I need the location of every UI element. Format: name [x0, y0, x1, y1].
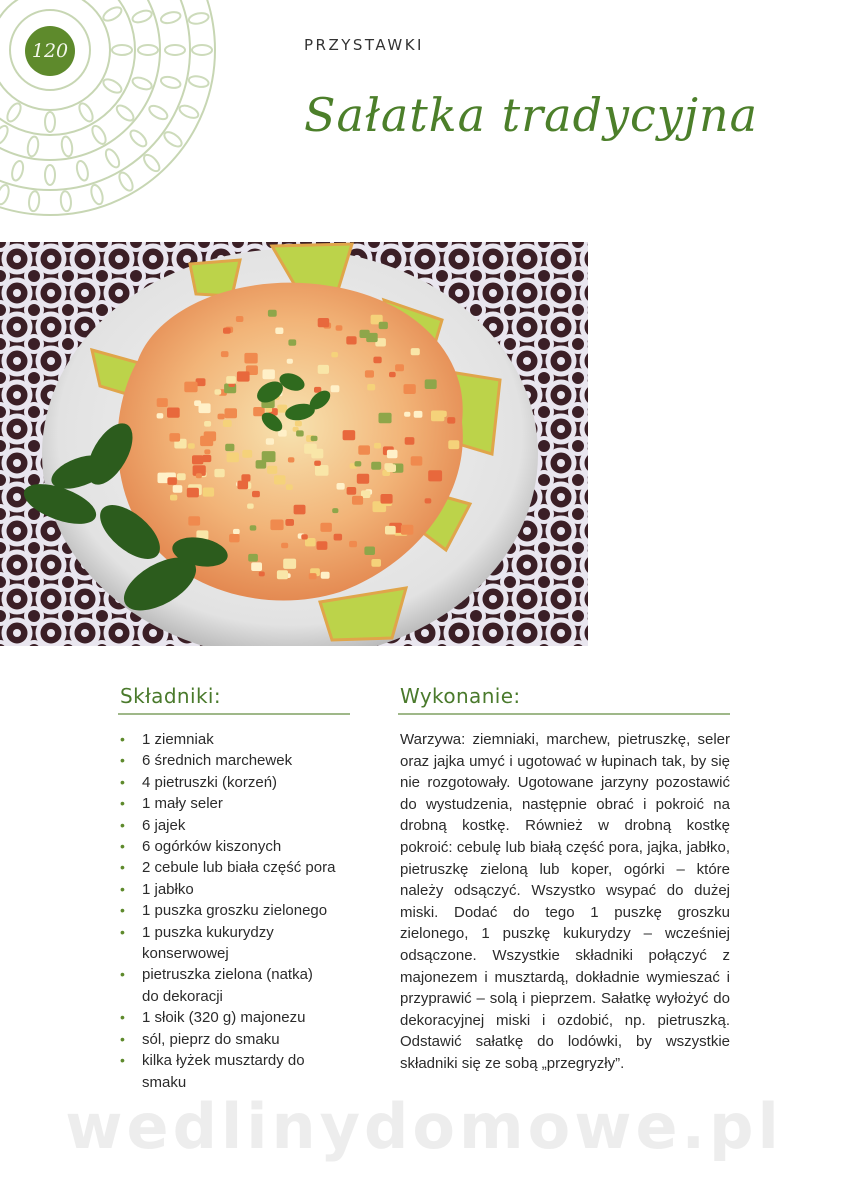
ingredient-item: • 6 ogórków kiszonych — [120, 836, 360, 857]
method-divider — [398, 713, 730, 715]
ingredient-item: • sól, pieprz do smaku — [120, 1029, 360, 1050]
ingredient-item: • 1 jabłko — [120, 879, 360, 900]
ingredient-item: • 6 średnich marchewek — [120, 750, 360, 771]
ingredient-item: • 2 cebule lub biała część pora — [120, 857, 360, 878]
section-label: PRZYSTAWKI — [304, 36, 424, 54]
ingredients-heading: Składniki: — [120, 684, 222, 708]
ingredient-item: • kilka łyżek musztardy do smaku — [120, 1050, 322, 1093]
ingredient-item: • 4 pietruszki (korzeń) — [120, 772, 360, 793]
ingredient-item: • 6 jajek — [120, 815, 360, 836]
method-text: Warzywa: ziemniaki, marchew, pietruszkę, seler oraz jajka umyć i ugotować w łupinach tak, by się nie rozgotowały. Ugotowane jarzyny pozostawić do wystudzenia, następnie obrać i pokroić na drobną kostkę. Również w drobną kostkę pokroić: cebulę lub białą część pora, jajka, jabłko, pietruszkę zieloną lub koper, ogórki – które należy odsączyć. Wszystko wsypać do dużej miski. Dodać do tego 1 puszkę groszku zielonego, 1 puszkę kukurydzy – wcześniej odsączone. Wszystkie składniki połączyć z majonezem i musztardą, dokładnie wymieszać i przyprawić – solą i pieprzem. Sałatkę wyłożyć do dekoracyjnej miski i ozdobić, np. pietruszką. Odstawić sałatkę do lodówki, by wszystkie składniki się ze sobą „przegryzły”. — [400, 731, 730, 1072]
method-heading: Wykonanie: — [400, 684, 521, 708]
ingredient-item: • 1 ziemniak — [120, 729, 360, 750]
recipe-title: Sałatka tradycyjna — [304, 88, 759, 142]
watermark: wedlinydomowe.pl — [65, 1090, 783, 1163]
salad-photo — [0, 242, 588, 646]
ingredient-item: • 1 puszka kukurydzy konserwowej — [120, 922, 312, 965]
ingredients-list — [120, 729, 360, 1093]
ingredient-item: • 1 puszka groszku zielonego — [120, 900, 360, 921]
ingredient-item: • pietruszka zielona (natka) do dekoracji — [120, 964, 322, 1007]
ingredients-divider — [118, 713, 350, 715]
ingredient-item: • 1 mały seler — [120, 793, 360, 814]
page-number: 120 — [31, 40, 69, 62]
ingredient-item: • 1 słoik (320 g) majonezu — [120, 1007, 360, 1028]
